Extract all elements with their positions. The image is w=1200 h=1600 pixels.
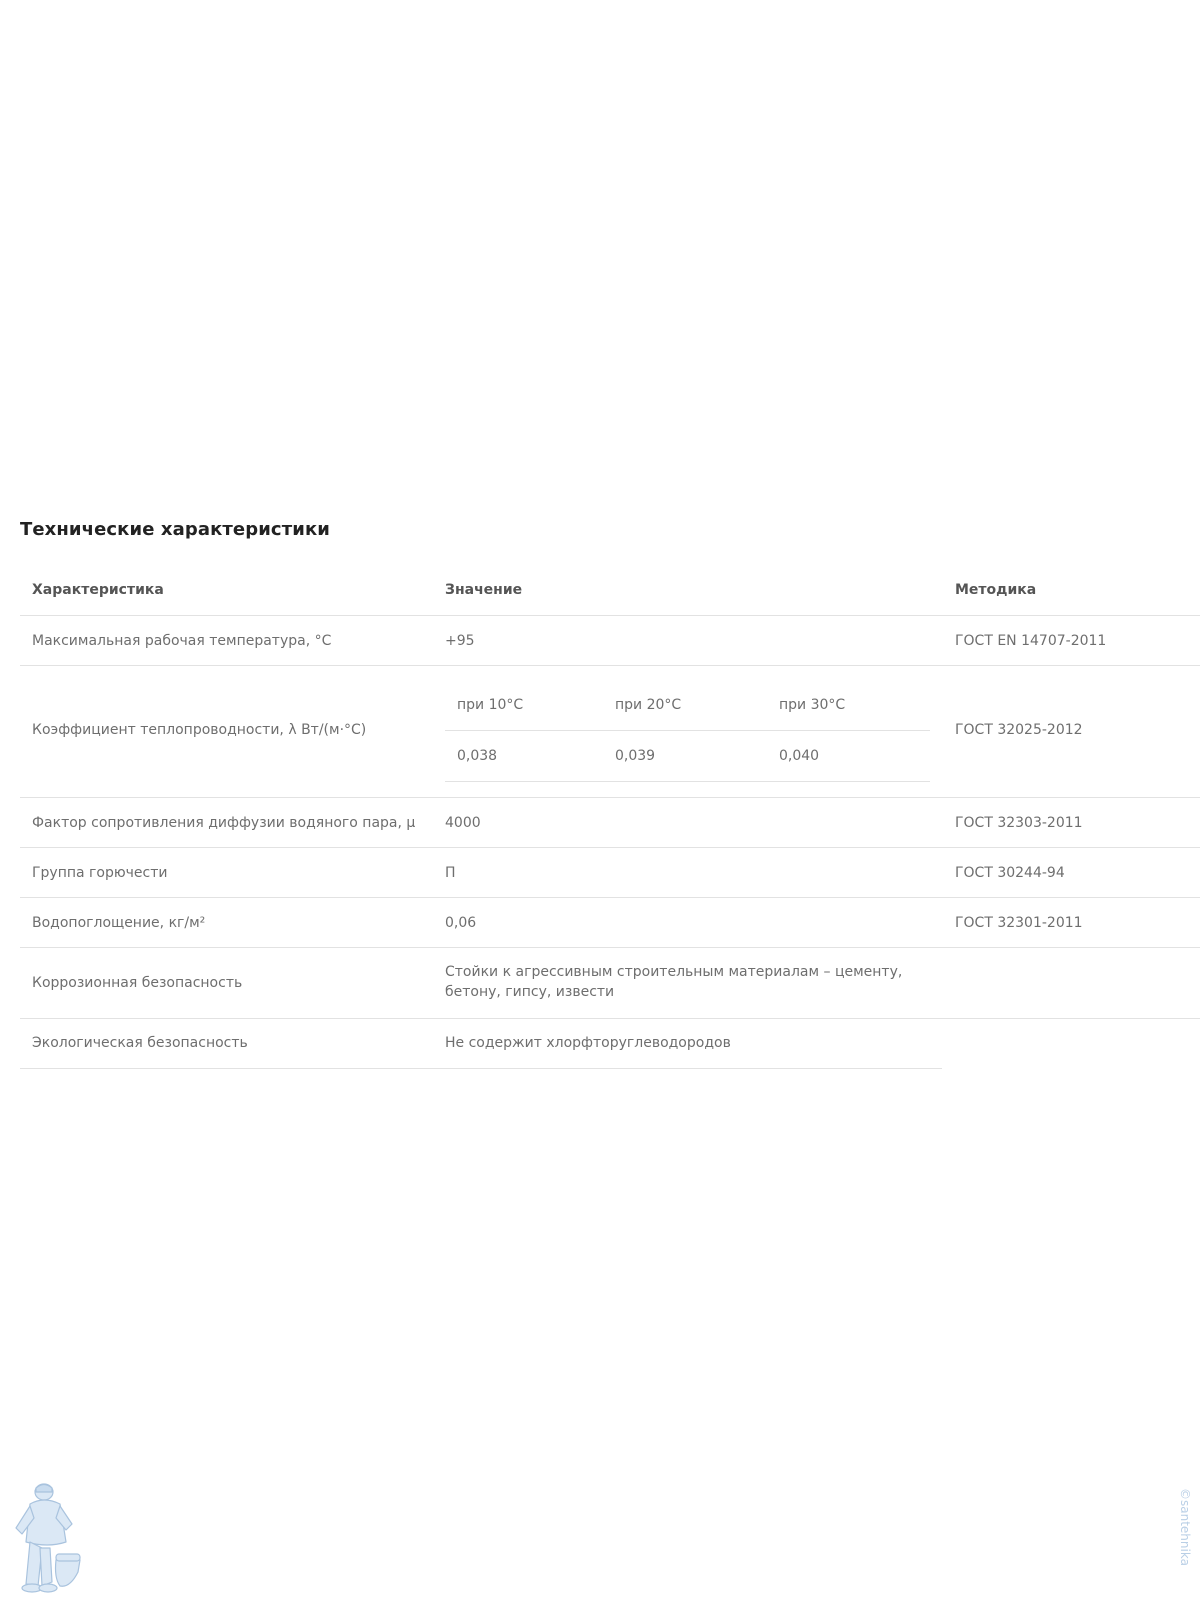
subtable-value: 0,040 bbox=[779, 748, 820, 764]
row-method: ГОСТ 32303-2011 bbox=[955, 815, 1083, 831]
divider bbox=[20, 1018, 1200, 1019]
row-method: ГОСТ 32025-2012 bbox=[955, 722, 1083, 738]
plumber-mascot-icon bbox=[8, 1482, 84, 1594]
divider bbox=[20, 797, 1200, 798]
subtable-divider bbox=[445, 781, 930, 782]
row-name: Группа горючести bbox=[32, 865, 168, 881]
divider bbox=[20, 1068, 942, 1069]
column-header-characteristic: Характеристика bbox=[32, 582, 164, 598]
column-header-value: Значение bbox=[445, 582, 523, 598]
row-value: +95 bbox=[445, 633, 475, 649]
subtable-divider bbox=[445, 730, 930, 731]
row-method: ГОСТ 30244-94 bbox=[955, 865, 1065, 881]
column-header-method: Методика bbox=[955, 582, 1037, 598]
divider bbox=[20, 897, 1200, 898]
subtable-header: при 30°С bbox=[779, 697, 846, 713]
subtable-header: при 20°С bbox=[615, 697, 682, 713]
watermark-text: ©santehnika bbox=[1178, 1488, 1192, 1566]
row-value: Стойки к агрессивным строительным материалам – цементу, бетону, гипсу, извести bbox=[445, 964, 903, 1000]
divider bbox=[20, 615, 1200, 616]
row-name: Максимальная рабочая температура, °С bbox=[32, 633, 332, 649]
divider bbox=[20, 847, 1200, 848]
subtable-header: при 10°С bbox=[457, 697, 524, 713]
section-title: Технические характеристики bbox=[20, 519, 330, 540]
subtable-value: 0,039 bbox=[615, 748, 656, 764]
divider bbox=[20, 665, 1200, 666]
subtable-value: 0,038 bbox=[457, 748, 498, 764]
divider bbox=[20, 947, 1200, 948]
row-method: ГОСТ 32301-2011 bbox=[955, 915, 1083, 931]
row-value: 0,06 bbox=[445, 915, 477, 931]
row-name: Коррозионная безопасность bbox=[32, 975, 243, 991]
row-name: Фактор сопротивления диффузии водяного пара, μ bbox=[32, 815, 416, 831]
row-value: П bbox=[445, 865, 456, 881]
row-value: 4000 bbox=[445, 815, 481, 831]
row-method: ГОСТ EN 14707-2011 bbox=[955, 633, 1107, 649]
row-name: Экологическая безопасность bbox=[32, 1035, 248, 1051]
row-name: Коэффициент теплопроводности, λ Вт/(м·°С) bbox=[32, 722, 367, 738]
row-name: Водопоглощение, кг/м² bbox=[32, 915, 206, 931]
row-value: Не содержит хлорфторуглеводородов bbox=[445, 1035, 731, 1051]
